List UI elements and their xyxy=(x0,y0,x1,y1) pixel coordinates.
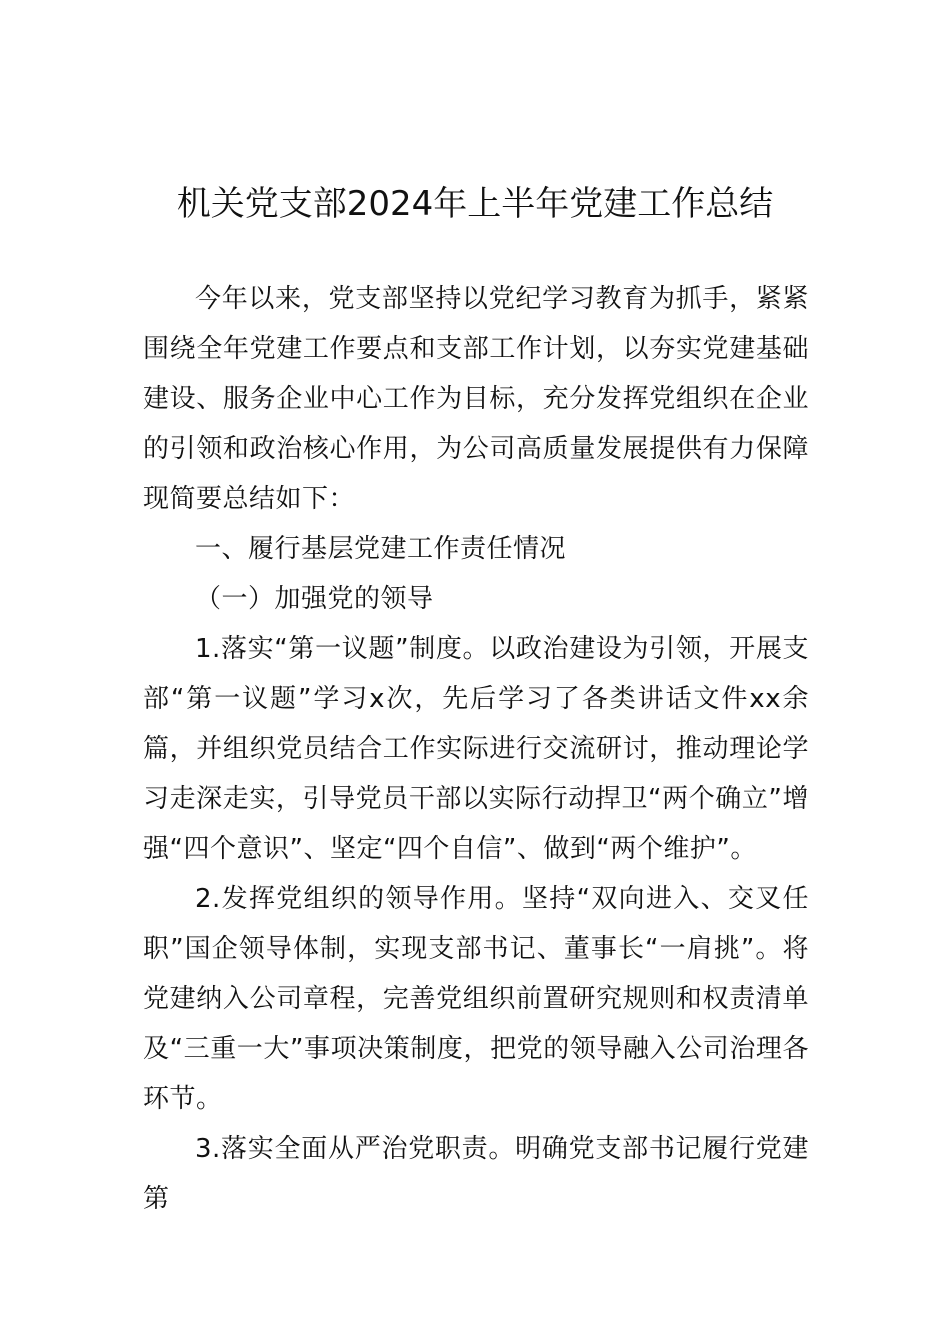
item-paragraph-2: 2.发挥党组织的领导作用。坚持“双向进入、交叉任职”国企领导体制，实现支部书记、董事长“一肩挑”。将党建纳入公司章程，完善党组织前置研究规则和权责清单及“三重一大”事项决策制度，把党的领导融入公司治理各环节。 xyxy=(143,884,809,1114)
intro-paragraph: 今年以来，党支部坚持以党纪学习教育为抓手，紧紧围绕全年党建工作要点和支部工作计划，以夯实党建基础建设、服务企业中心工作为目标，充分发挥党组织在企业的引领和政治核心作用，为公司高质量发展提供有力保障现简要总结如下： xyxy=(143,284,809,514)
document-title: 机关党支部2024年上半年党建工作总结 xyxy=(176,184,774,224)
section-heading-1: 一、履行基层党建工作责任情况 xyxy=(195,534,567,564)
item-paragraph-1: 1.落实“第一议题”制度。以政治建设为引领，开展支部“第一议题”学习x次，先后学习了各类讲话文件xx余篇，并组织党员结合工作实际进行交流研讨，推动理论学习走深走实，引导党员干部以实际行动捍卫“两个确立”增强“四个意识”、坚定“四个自信”、做到“两个维护”。 xyxy=(143,634,809,864)
subsection-heading-1: （一）加强党的领导 xyxy=(195,584,434,614)
item-paragraph-3: 3.落实全面从严治党职责。明确党支部书记履行党建第 xyxy=(143,1134,809,1214)
document-body xyxy=(143,274,809,1224)
